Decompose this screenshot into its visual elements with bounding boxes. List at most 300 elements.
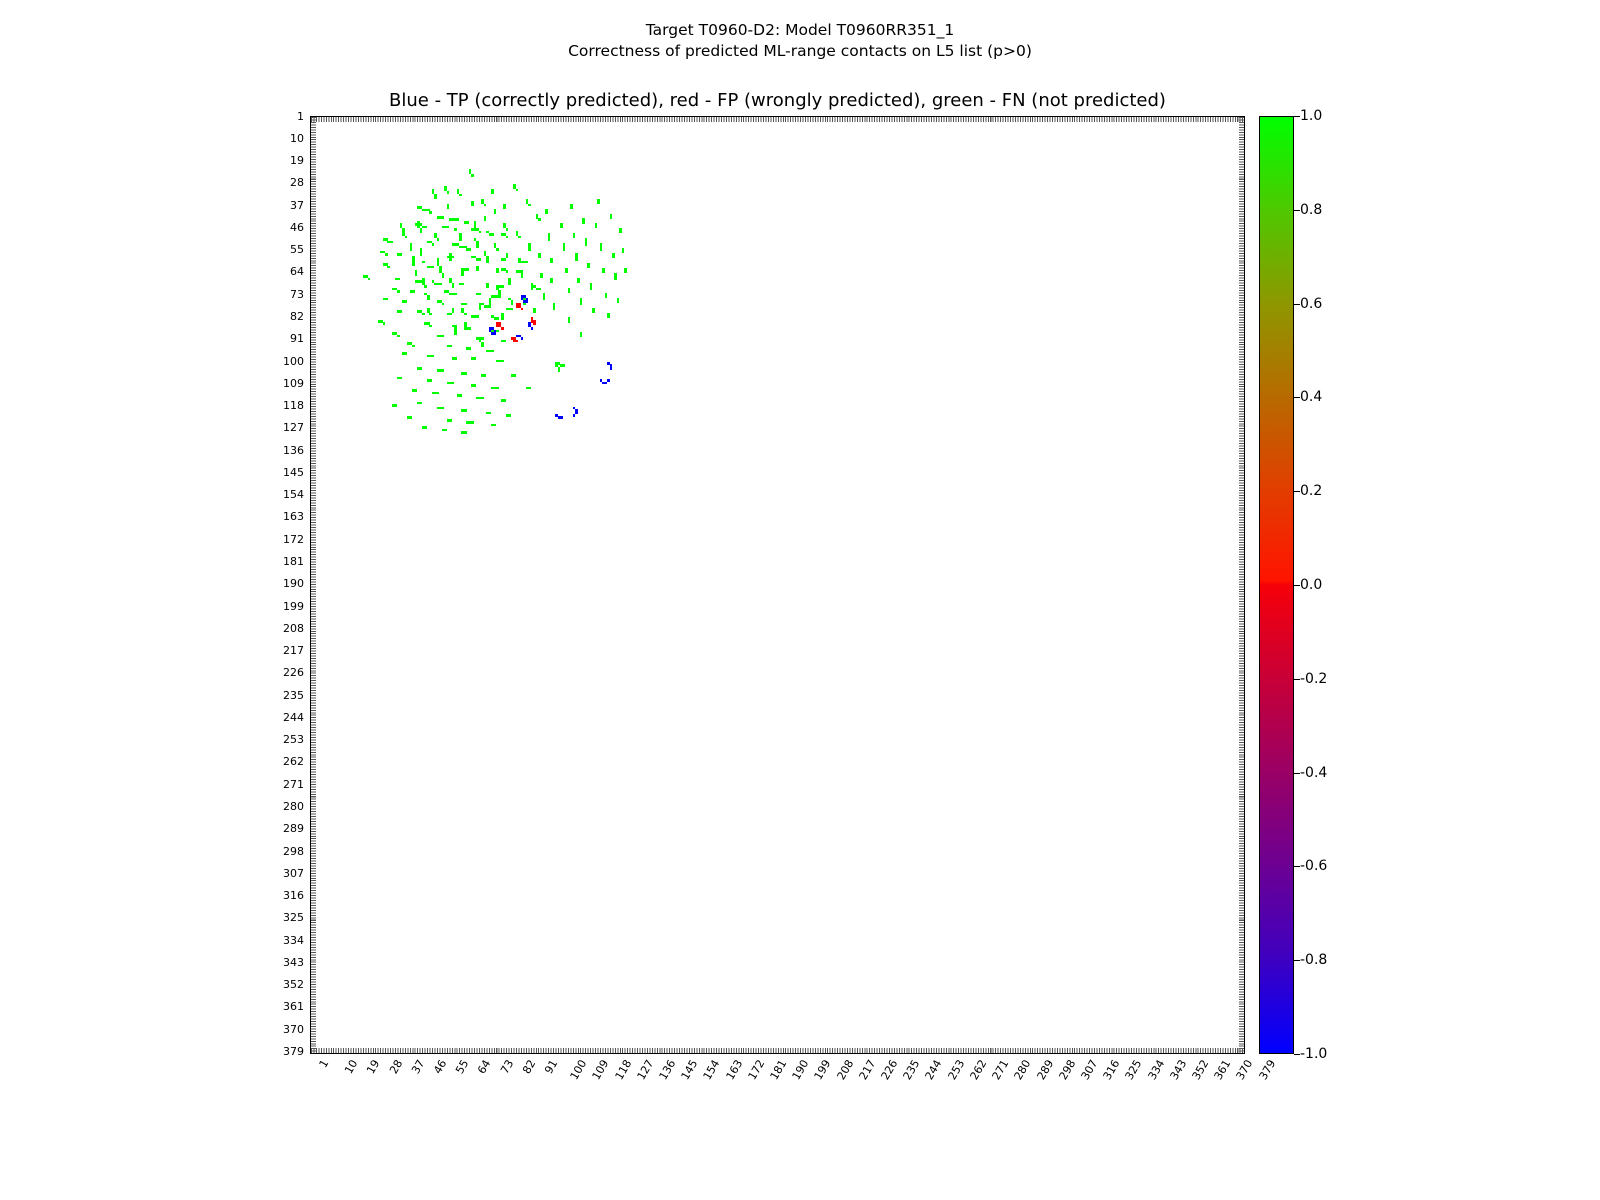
x-tick-label: 163 [723,1057,746,1083]
contact-cell [501,360,504,363]
colorbar [1259,116,1294,1054]
y-axis-tick-labels [258,109,304,1059]
suptitle-line-1: Target T0960-D2: Model T0960RR351_1 [645,21,955,39]
contact-cell [410,416,413,419]
contact-cell [424,426,427,429]
contact-cell [577,280,580,283]
contact-cell [397,290,400,293]
y-tick-label: 127 [283,421,304,435]
contact-cell [474,384,477,387]
contact-cell [420,280,423,283]
contact-cell [415,273,418,276]
contact-cell [511,308,514,311]
contact-cell [442,303,445,306]
contact-cell [469,327,472,330]
x-tick-label: 109 [590,1057,612,1083]
contact-cell [538,256,541,259]
contact-cell [469,347,472,350]
contact-cell [531,288,534,291]
y-tick-label: 334 [283,933,304,947]
contact-cell [582,221,585,224]
contact-cell [390,241,393,244]
y-tick-label: 325 [283,911,304,925]
y-tick-label: 190 [283,577,304,591]
contact-cell [513,374,516,377]
x-tick-label: 262 [967,1057,990,1083]
contact-cell [568,320,571,323]
contact-cell [471,174,474,177]
x-tick-label: 10 [342,1057,361,1077]
y-tick-label: 298 [283,844,304,858]
colorbar-tick-mark [1294,585,1300,586]
x-tick-label: 1 [316,1057,332,1071]
contact-cell [580,303,583,306]
contact-cell [506,270,509,273]
contact-cell [420,402,423,405]
contact-cell [496,248,499,251]
contact-cell [461,273,464,276]
contact-cell [449,419,452,422]
contact-cell [597,201,600,204]
contact-cell [575,412,578,415]
contact-cell [545,211,548,214]
contact-cell [422,313,425,316]
contact-cell [449,258,452,261]
contact-cell [479,308,482,311]
contact-cell [461,283,464,286]
figure-suptitle [0,20,1600,62]
contact-cell [479,231,482,234]
y-tick-label: 253 [283,733,304,747]
contact-cell [466,268,469,271]
x-tick-label: 235 [900,1057,923,1083]
contact-cell [540,275,543,278]
x-tick-label: 46 [431,1057,450,1077]
colorbar-tick-mark [1294,491,1300,492]
contact-cell [486,285,489,288]
contact-cell [449,313,452,316]
contact-cell [565,270,568,273]
contact-cell [533,320,536,323]
y-tick-label: 136 [283,443,304,457]
contact-cell [553,308,556,311]
contact-cell [489,305,492,308]
contact-cell [619,231,622,234]
contact-cell [452,256,455,259]
x-tick-label: 127 [634,1057,657,1083]
x-tick-label: 316 [1100,1057,1123,1083]
contact-cell [400,253,403,256]
contact-cell [479,293,482,296]
contact-cell [494,211,497,214]
contact-cell [412,263,415,266]
contact-cell [429,313,432,316]
contact-cell [610,216,613,219]
x-tick-label: 370 [1233,1057,1256,1083]
contact-cell [513,340,516,343]
contact-cell [607,315,610,318]
y-tick-label: 181 [283,554,304,568]
colorbar-tick-mark [1294,116,1300,117]
contact-cell [506,228,509,231]
y-tick-label: 46 [290,220,304,234]
contact-cell [429,325,432,328]
colorbar-tick-mark [1294,679,1300,680]
y-tick-label: 271 [283,777,304,791]
contact-cell [481,345,484,348]
contact-cell [590,288,593,291]
contact-cell [503,206,506,209]
x-tick-label: 100 [567,1057,590,1083]
contact-cell [459,238,462,241]
contact-cell [585,243,588,246]
colorbar-tick-label: -1.0 [1300,1046,1328,1062]
contact-cell [432,266,435,269]
x-tick-label: 55 [453,1057,472,1077]
x-tick-label: 172 [745,1057,768,1083]
contact-cell [466,221,469,224]
contact-cell [454,332,457,335]
contact-cell [432,355,435,358]
x-tick-label: 334 [1145,1057,1167,1083]
x-tick-label: 91 [542,1057,561,1077]
contact-cell [400,310,403,313]
contact-cell [476,268,479,271]
contact-cell [459,394,462,397]
x-tick-label: 244 [923,1057,945,1083]
axes-title-legend: Blue - TP (correctly predicted), red - FP (wrongly predicted), green - FN (not predicted) [389,90,1166,111]
colorbar-tick-mark [1294,866,1300,867]
contact-cell [449,345,452,348]
contact-cell [511,303,514,306]
x-tick-label: 253 [945,1057,968,1083]
contact-cell [437,392,440,395]
x-tick-label: 154 [701,1057,723,1083]
contact-cell [405,352,408,355]
contact-cell [479,258,482,261]
x-tick-label: 199 [812,1057,834,1083]
contact-cell [523,303,526,306]
contact-cell [481,337,484,340]
contact-cell [528,204,531,207]
contact-cell [474,226,477,229]
contact-cell [501,285,504,288]
x-tick-label: 145 [678,1057,701,1083]
contact-cell [410,248,413,251]
contact-cell [560,226,563,229]
contact-cell [573,414,576,417]
contact-cell [420,231,423,234]
x-tick-label: 208 [834,1057,857,1083]
colorbar-tick-label: 0.8 [1300,201,1323,218]
colorbar-tick-label: 0.4 [1300,389,1323,406]
y-tick-label: 361 [283,1000,304,1014]
contact-cell [595,226,598,229]
contact-cell [397,335,400,338]
contact-cell [605,295,608,298]
colorbar-tick-label: -0.6 [1300,858,1328,875]
y-tick-label: 154 [283,488,304,502]
y-tick-label: 307 [283,866,304,880]
contact-cell [486,261,489,264]
contact-cell [624,270,627,273]
contact-cell [521,275,524,278]
contact-cell [496,270,499,273]
contact-cell [602,270,605,273]
y-tick-label: 100 [283,354,304,368]
y-tick-label: 145 [283,465,304,479]
contact-cell [442,407,445,410]
contact-cell [412,345,415,348]
x-tick-label: 181 [767,1057,790,1083]
colorbar-tick-mark [1294,960,1300,961]
contact-cell [494,332,497,335]
contact-cell [476,315,479,318]
contact-cell [503,340,506,343]
x-tick-label: 352 [1189,1057,1212,1083]
contact-cell [484,374,487,377]
contact-cell [538,288,541,291]
contact-cell [518,236,521,239]
x-tick-label: 298 [1056,1057,1079,1083]
y-tick-label: 262 [283,755,304,769]
contact-cell [496,387,499,390]
x-tick-label: 217 [856,1057,879,1083]
x-tick-label: 343 [1167,1057,1190,1083]
contact-cell [506,236,509,239]
y-tick-label: 172 [283,532,304,546]
colorbar-tick-label: 0.0 [1300,577,1323,593]
x-tick-label: 379 [1256,1057,1278,1083]
contact-cell [496,330,499,333]
contact-cell [614,278,617,281]
contact-cell [464,372,467,375]
contact-cell [587,266,590,269]
contact-cell [442,335,445,338]
contact-cell [481,397,484,400]
contact-cell [471,204,474,207]
x-tick-label: 361 [1211,1057,1234,1083]
x-tick-label: 280 [1011,1057,1034,1083]
contact-cell [568,290,571,293]
contact-cell [454,293,457,296]
contact-cell [508,414,511,417]
colorbar-tick-label: -0.2 [1300,670,1328,687]
contact-cell [457,218,460,221]
contact-cell [558,369,561,372]
y-tick-label: 217 [283,644,304,658]
contact-cell [447,206,450,209]
colorbar-tick-label: -0.4 [1300,764,1328,781]
contact-cell [447,191,450,194]
contact-cell [526,261,529,264]
contact-cell [420,253,423,256]
contact-cell [484,204,487,207]
contact-cell [607,379,610,382]
y-tick-label: 226 [283,666,304,680]
contact-cell [442,369,445,372]
y-tick-label: 55 [290,243,304,257]
suptitle-line-2: Correctness of predicted ML-range contacts on L5 list (p>0) [568,42,1032,60]
contact-cell [420,367,423,370]
contact-cell [503,399,506,402]
contact-cell [622,251,625,254]
contact-cell [531,327,534,330]
y-tick-label: 316 [283,889,304,903]
contact-cell [454,357,457,360]
y-tick-label: 235 [283,688,304,702]
contact-cell [415,389,418,392]
contact-cell [452,382,455,385]
y-tick-label: 244 [283,710,304,724]
contact-cell [494,424,497,427]
y-tick-label: 280 [283,800,304,813]
y-tick-label: 379 [283,1045,304,1059]
colorbar-tick-labels [1300,108,1360,1062]
x-axis-tick-labels [310,1057,1278,1118]
colorbar-tick-mark [1294,210,1300,211]
y-tick-label: 352 [283,978,304,992]
contact-cell [563,248,566,251]
contact-cell [560,416,563,419]
y-tick-label: 10 [290,131,304,145]
x-tick-label: 118 [612,1057,635,1083]
contact-cell [548,238,551,241]
y-tick-label: 91 [290,332,304,346]
contact-map-cells [311,117,1244,1053]
y-tick-label: 370 [283,1022,304,1036]
y-tick-label: 64 [290,265,304,279]
x-tick-label: 82 [519,1057,539,1077]
contact-cell [605,382,608,385]
contact-cell [617,300,620,303]
contact-cell [464,431,467,434]
contact-cell [447,226,450,229]
colorbar-tick-mark [1294,397,1300,398]
contact-cell [503,258,506,261]
contact-cell [498,295,501,298]
contact-cell [452,310,455,313]
contact-cell [437,238,440,241]
x-tick-label: 307 [1078,1057,1101,1083]
contact-cell [516,189,519,192]
colorbar-tick-label: 1.0 [1300,108,1323,124]
contact-cell [405,236,408,239]
contact-cell [395,404,398,407]
contact-cell [474,357,477,360]
contact-cell [442,275,445,278]
contact-cell [533,310,536,313]
y-tick-label: 1 [297,109,304,123]
contact-cell [368,278,371,281]
x-tick-label: 136 [656,1057,679,1083]
contact-cell [508,283,511,286]
contact-cell [429,211,432,214]
y-tick-label: 199 [283,599,304,613]
y-tick-label: 109 [283,376,304,390]
contact-cell [501,317,504,320]
contact-cell [476,246,479,249]
contact-cell [570,206,573,209]
contact-cell [422,261,425,264]
contact-cell [412,290,415,293]
y-tick-label: 118 [283,399,304,413]
contact-cell [489,412,492,415]
y-tick-label: 19 [290,154,304,168]
contact-cell [610,367,613,370]
contact-cell [454,325,457,328]
contact-cell [397,278,400,281]
contact-cell [496,317,499,320]
contact-cell [600,248,603,251]
contact-cell [501,327,504,330]
contact-cell [543,298,546,301]
y-tick-label: 208 [283,621,304,635]
contact-cell [464,409,467,412]
contact-cell [533,322,536,325]
contact-cell [469,248,472,251]
contact-cell [454,228,457,231]
x-tick-label: 37 [408,1057,428,1077]
contact-cell [575,258,578,261]
contact-cell [459,194,462,197]
contact-cell [550,261,553,264]
contact-cell [526,300,529,303]
contact-cell [563,364,566,367]
contact-cell [573,236,576,239]
x-tick-label: 73 [497,1057,517,1077]
x-tick-label: 64 [475,1057,494,1077]
contact-cell [471,421,474,424]
contact-cell [506,256,509,259]
x-tick-label: 289 [1034,1057,1056,1083]
contact-cell [439,283,442,286]
contact-cell [580,335,583,338]
contact-cell [424,226,427,229]
y-tick-label: 28 [290,176,304,190]
contact-cell [424,285,427,288]
contact-cell [484,218,487,221]
y-tick-label: 289 [283,822,304,836]
x-tick-label: 19 [364,1057,383,1077]
contact-cell [528,387,531,390]
y-tick-label: 163 [283,510,304,524]
colorbar-tick-label: -0.8 [1300,952,1328,969]
y-tick-label: 37 [290,198,304,212]
contact-cell [538,218,541,221]
x-tick-label: 28 [386,1057,406,1077]
x-tick-label: 271 [989,1057,1012,1083]
contact-cell [385,253,388,256]
contact-cell [387,266,390,269]
contact-cell [432,243,435,246]
contact-cell [405,300,408,303]
colorbar-tick-mark [1294,1054,1300,1055]
contact-cell [464,303,467,306]
colorbar-tick-label: 0.2 [1300,483,1323,500]
contact-cell [427,298,430,301]
colorbar-tick-mark [1294,773,1300,774]
contact-cell [491,350,494,353]
contact-cell [516,340,519,343]
contact-cell [383,322,386,325]
contact-cell [429,379,432,382]
contact-cell [528,248,531,251]
x-tick-label: 226 [878,1057,901,1083]
contact-cell [442,216,445,219]
contact-cell [464,313,467,316]
contact-cell [444,429,447,432]
